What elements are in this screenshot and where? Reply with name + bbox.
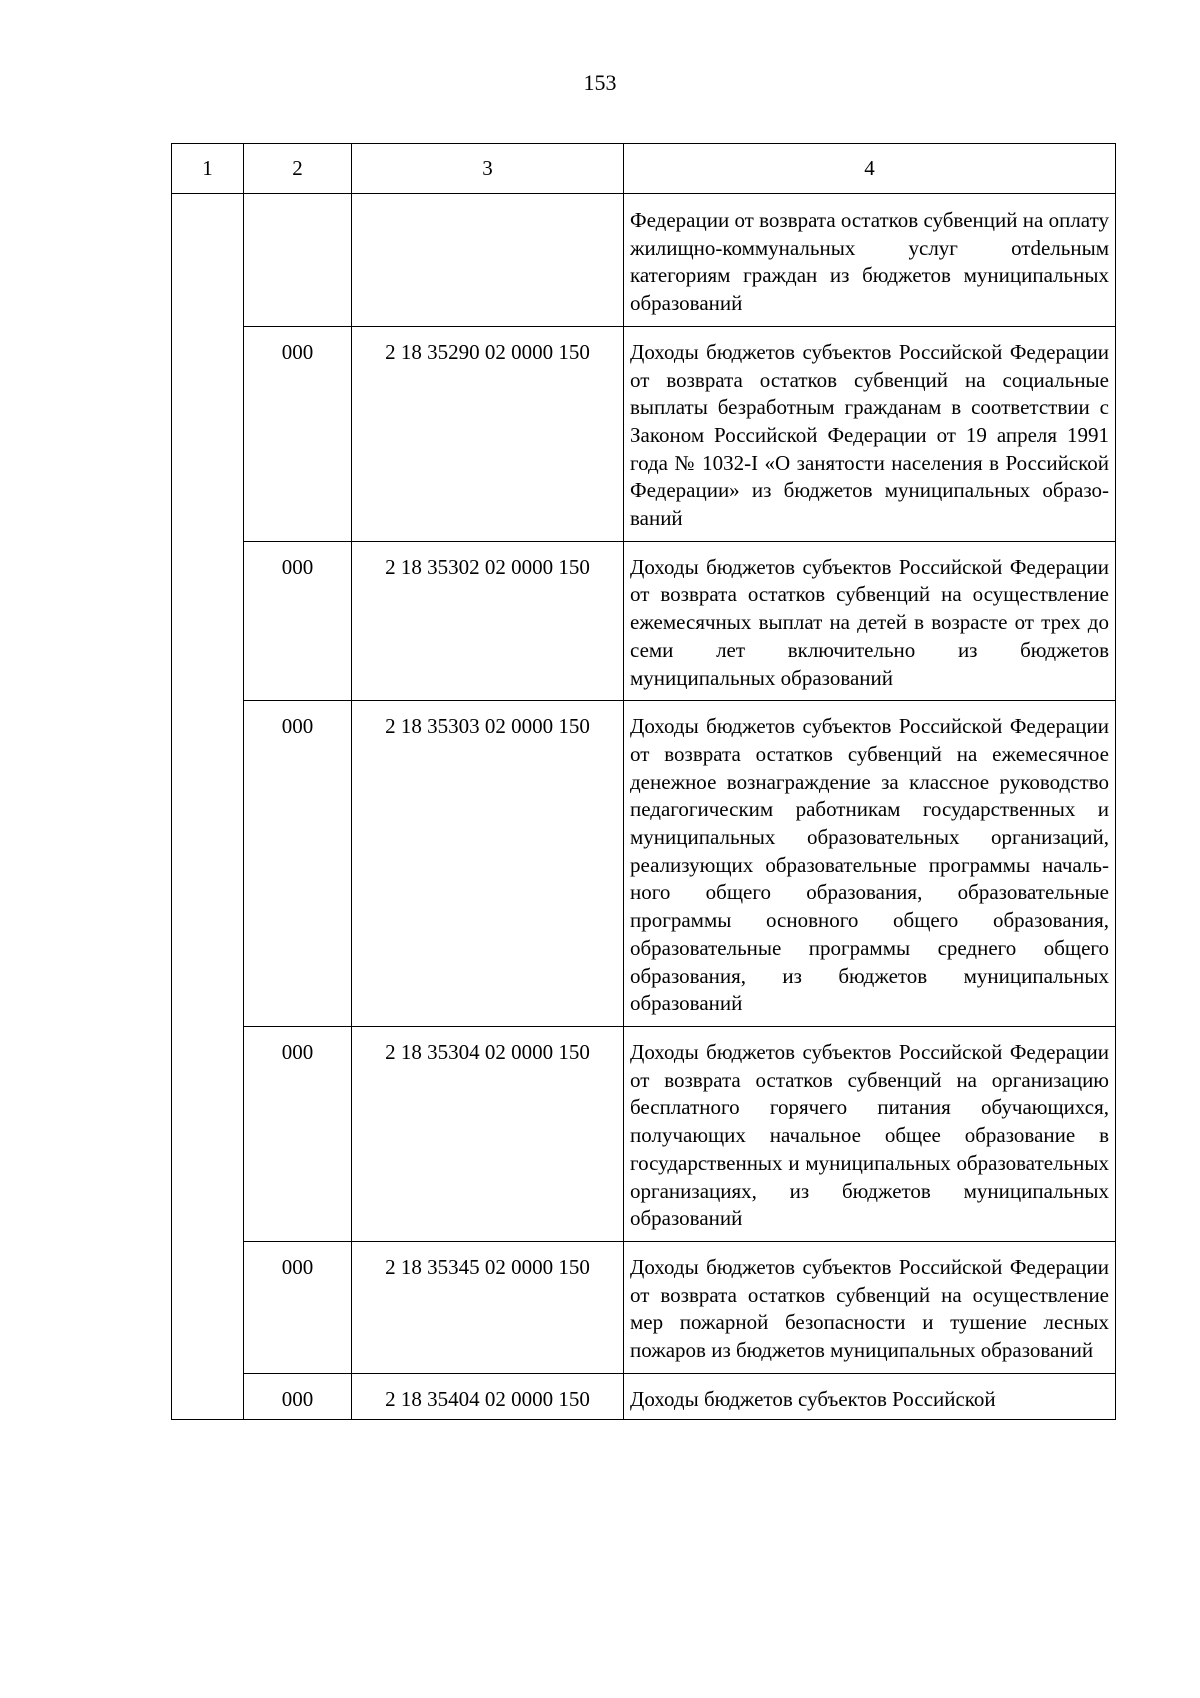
kbk-code-cell: 2 18 35302 02 0000 150 (352, 541, 624, 701)
continuation-description: Федерации от возврата остатков субвенций на оплату жилищно-коммунальных услуг отdельным категориям граждан из бюджетов муниципальных образований (624, 194, 1116, 327)
column-header-2: 2 (244, 144, 352, 194)
admin-code-cell: 000 (244, 701, 352, 1027)
kbk-code-cell: 2 18 35404 02 0000 150 (352, 1373, 624, 1420)
admin-code-cell: 000 (244, 541, 352, 701)
table-row (172, 701, 1116, 1027)
kbk-code-cell: 2 18 35345 02 0000 150 (352, 1241, 624, 1373)
table-row-continuation (172, 194, 1116, 327)
description-cell: Доходы бюджетов субъектов Российской Федерации от возврата остатков субвенций на организацию бесплатного горячего питания обучающихся, получающих начальное общее образование в государственных и муниципальных образовательных организациях, из бюджетов муниципальных образований (624, 1026, 1116, 1241)
page-number: 153 (583, 70, 617, 95)
table-row (172, 1241, 1116, 1373)
kbk-code-cell: 2 18 35304 02 0000 150 (352, 1026, 624, 1241)
table-cell-empty (352, 194, 624, 327)
admin-code-cell: 000 (244, 1373, 352, 1420)
column-header-3: 3 (352, 144, 624, 194)
table-header-row (172, 144, 1116, 194)
table-row (172, 1373, 1116, 1420)
description-cell: Доходы бюджетов субъектов Российской (624, 1373, 1116, 1420)
column-header-4: 4 (624, 144, 1116, 194)
column-header-1: 1 (172, 144, 244, 194)
table-row (172, 541, 1116, 701)
kbk-code-cell: 2 18 35290 02 0000 150 (352, 326, 624, 541)
admin-code-cell: 000 (244, 1241, 352, 1373)
revenue-codes-table (171, 143, 1116, 1420)
table-cell-empty (244, 194, 352, 327)
description-cell: Доходы бюджетов субъектов Российской Федерации от возврата остатков субвенций на осуществление ежемесячных выплат на детей в возрасте от трех до семи лет включительно из бюджетов муниципальных образований (624, 541, 1116, 701)
column-1-merged-cell (172, 194, 244, 1420)
admin-code-cell: 000 (244, 1026, 352, 1241)
table-row (172, 326, 1116, 541)
description-cell: Доходы бюджетов субъектов Российской Федерации от возврата остатков субвенций на социальные выплаты безработным гражданам в соответствии с Законом Российской Федерации от 19 апреля 1991 года № 1032-I «О занятости населения в Российской Федерации» из бюджетов муниципальных образований (624, 326, 1116, 541)
table-row (172, 1026, 1116, 1241)
description-cell: Доходы бюджетов субъектов Российской Федерации от возврата остатков субвенций на ежемесячное денежное вознаграждение за классное руководство педагогическим работникам государственных и муниципальных образовательных организаций, реализующих образовательные программы начального общего образования, образовательные программы основного общего образования, образовательные программы среднего общего образования, из бюджетов муниципальных образований (624, 701, 1116, 1027)
kbk-code-cell: 2 18 35303 02 0000 150 (352, 701, 624, 1027)
admin-code-cell: 000 (244, 326, 352, 541)
description-cell: Доходы бюджетов субъектов Российской Федерации от возврата остатков субвенций на осуществление мер пожарной безопасности и тушение лесных пожаров из бюджетов муниципальных образований (624, 1241, 1116, 1373)
